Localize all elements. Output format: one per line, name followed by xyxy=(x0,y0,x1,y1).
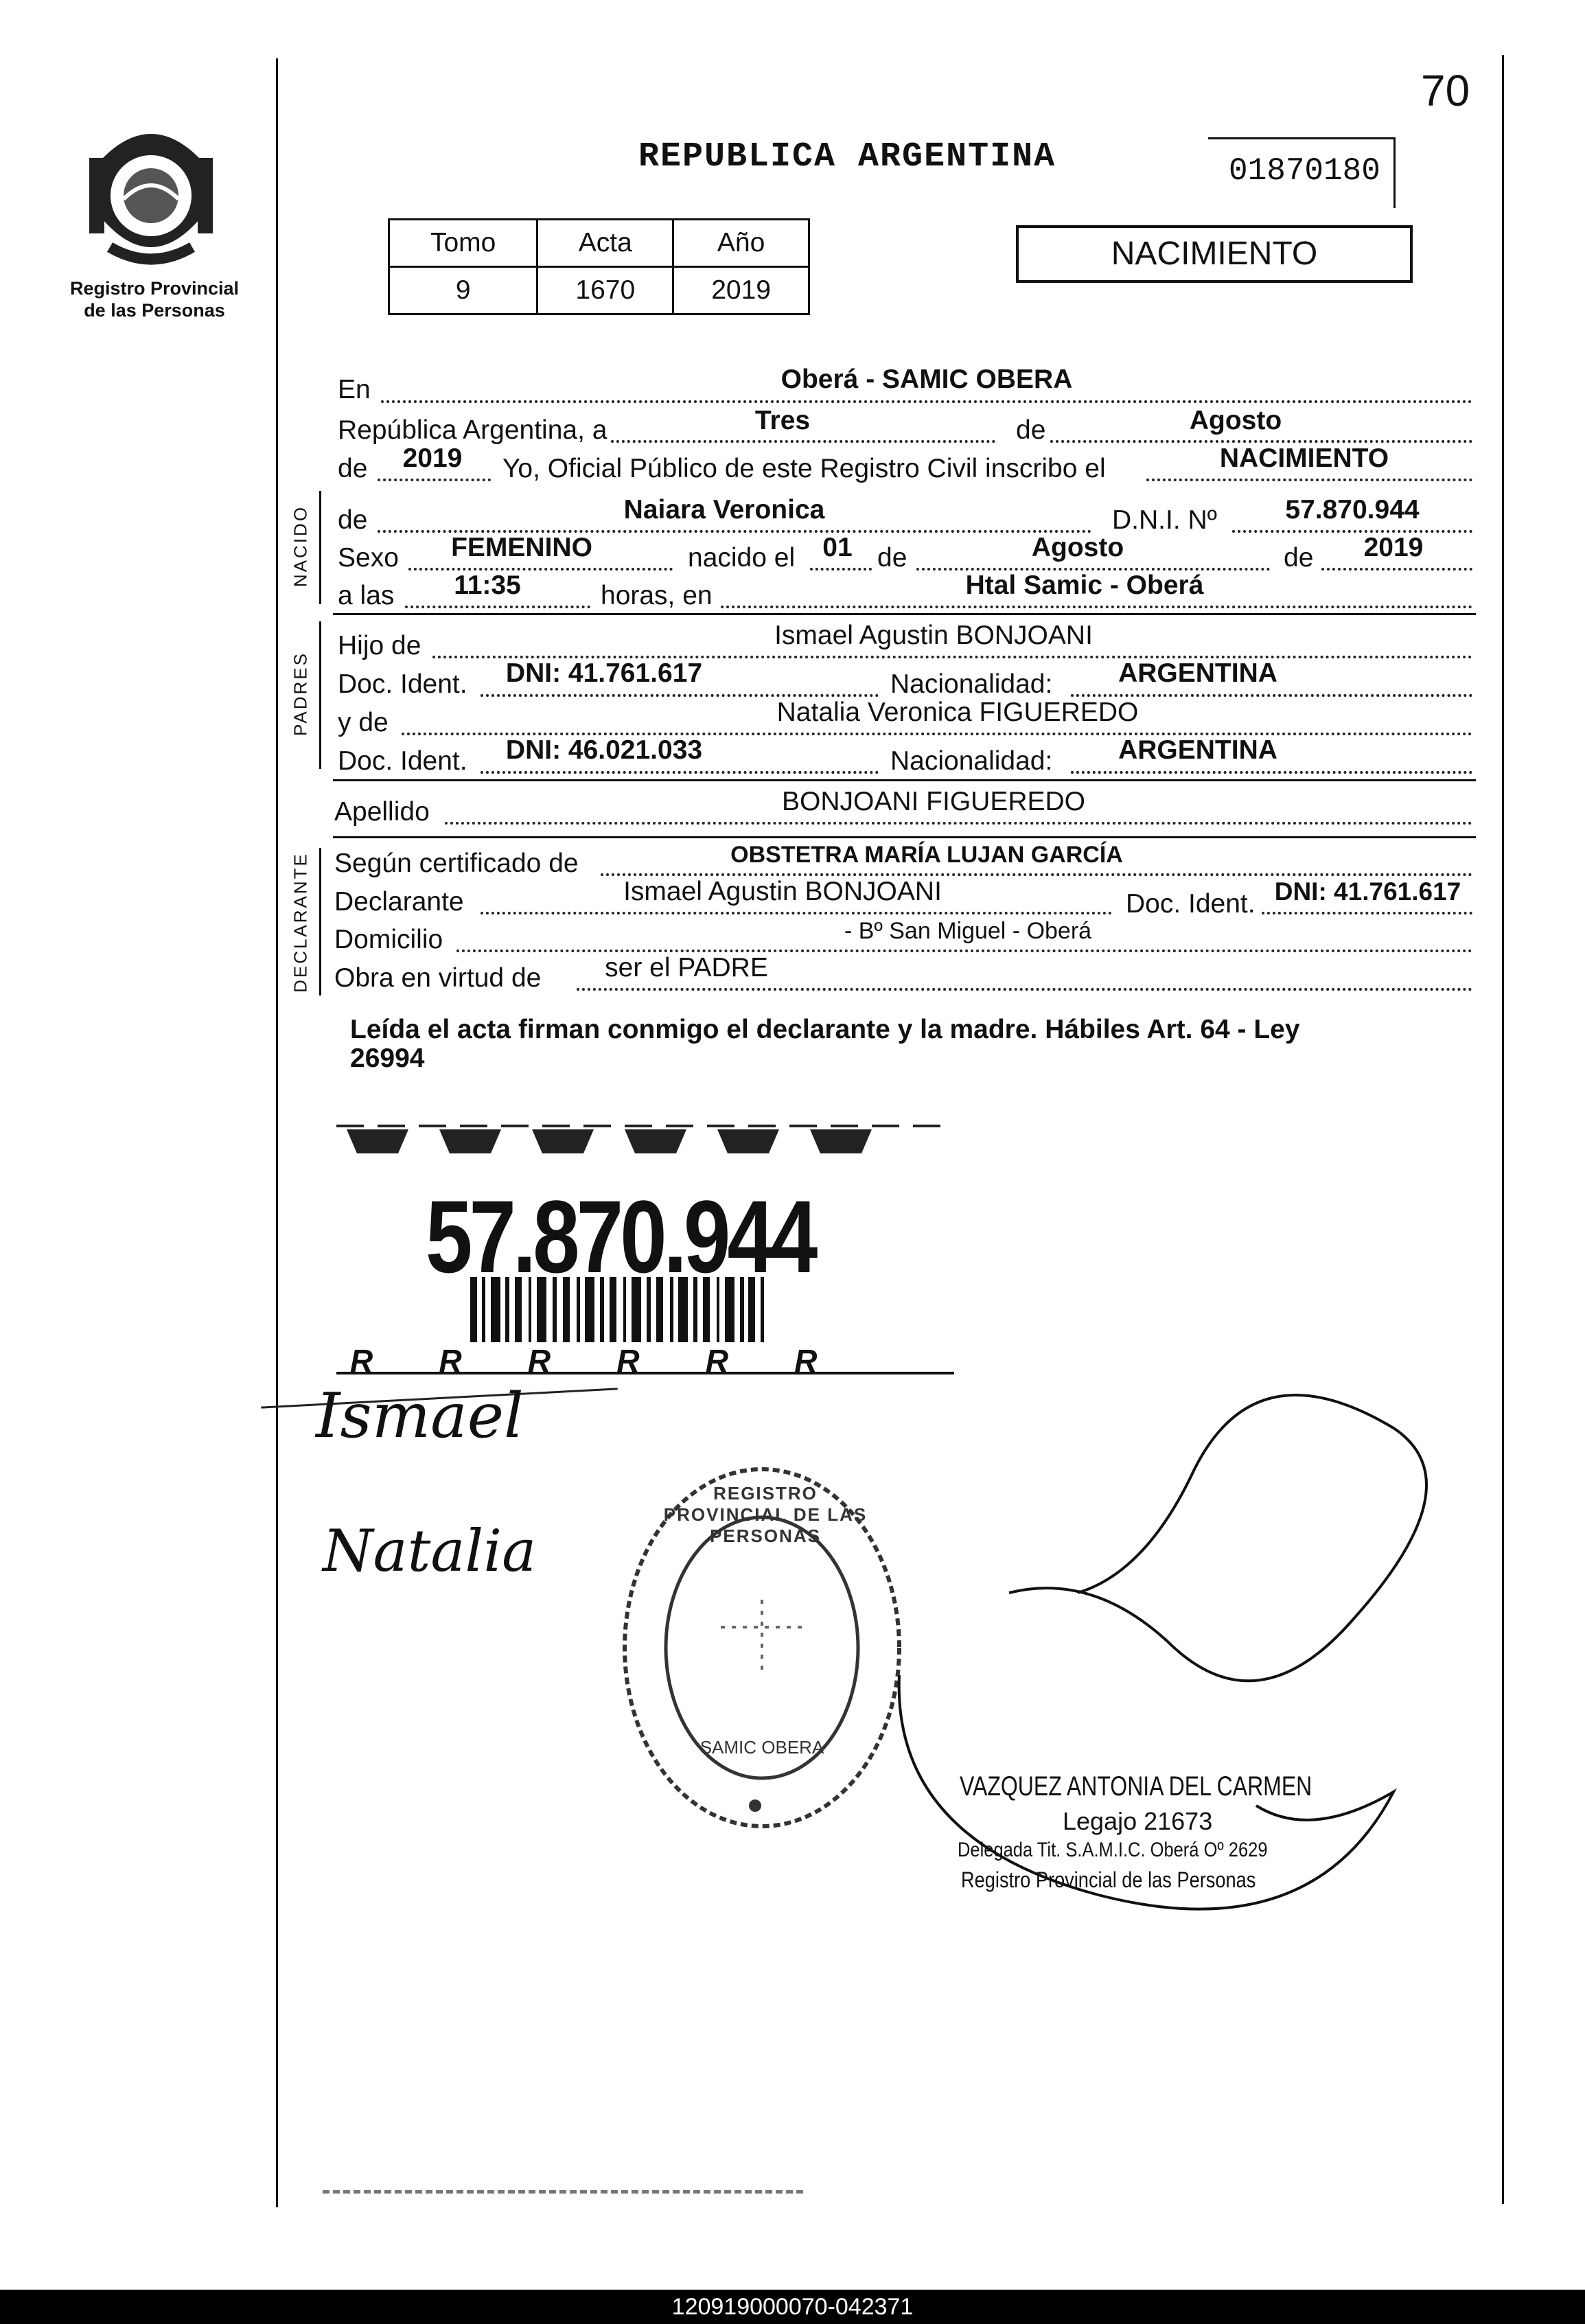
right-margin-line xyxy=(1502,55,1504,2204)
apellido-divider xyxy=(333,836,1476,838)
mother-name-value: Natalia Veronica FIGUEREDO xyxy=(776,698,1139,727)
padres-divider xyxy=(333,779,1476,781)
declarant-signature: Ismael xyxy=(316,1380,524,1452)
nacido-section-bar xyxy=(319,491,321,604)
act-type-dots xyxy=(1146,479,1472,481)
father-name-value: Ismael Agustin BONJOANI xyxy=(774,621,1093,650)
page-number: 70 xyxy=(1421,66,1470,115)
logo-caption-line1: Registro Provincial xyxy=(69,278,240,299)
register-value-ano: 2019 xyxy=(673,267,809,314)
record-type-label: NACIMIENTO xyxy=(1111,235,1318,272)
stamp-lower-text: SAMIC OBERA xyxy=(699,1737,824,1758)
declarante-section-bar xyxy=(319,848,321,996)
logo-caption-line2: de las Personas xyxy=(84,300,225,321)
segun-label: Según certificado de xyxy=(334,849,579,878)
register-header-acta: Acta xyxy=(537,220,673,267)
nacionalidad-label-1: Nacionalidad: xyxy=(890,669,1053,699)
bottom-faint-marks xyxy=(323,2190,803,2194)
serial-number: 01870180 xyxy=(1229,153,1380,189)
de-label-3: de xyxy=(877,543,907,573)
obra-dots xyxy=(577,988,1472,991)
address-value: - Bº San Miguel - Oberá xyxy=(844,918,1092,944)
sticker-mark-6: R xyxy=(794,1343,818,1379)
birth-month-value: Agosto xyxy=(1031,533,1124,562)
republica-dots-1 xyxy=(611,440,995,443)
birth-year-dots xyxy=(1321,568,1472,571)
country-title: REPUBLICA ARGENTINA xyxy=(638,137,1056,176)
mother-nat-value: ARGENTINA xyxy=(1118,735,1277,765)
sticker-mark-3: R xyxy=(527,1343,551,1379)
sticker-number: 57.870.944 xyxy=(426,1179,815,1294)
register-table-values xyxy=(389,267,809,314)
birth-time-value: 11:35 xyxy=(454,571,521,600)
birth-year-value: 2019 xyxy=(1363,533,1424,562)
sticker-pattern-row xyxy=(350,1342,954,1379)
register-header-ano: Año xyxy=(673,220,809,267)
province-logo xyxy=(82,117,220,275)
place-value: Oberá - SAMIC OBERA xyxy=(780,365,1073,394)
declarant-doc-dots xyxy=(1262,912,1472,914)
declarant-doc-value: DNI: 41.761.617 xyxy=(1274,877,1461,906)
certificate-value: OBSTETRA MARÍA LUJAN GARCÍA xyxy=(730,842,1123,868)
footer-note-line1: Leída el acta firman conmigo el declarante y la madre. Hábiles Art. 64 - Ley xyxy=(350,1015,1300,1044)
child-name-value: Naiara Veronica xyxy=(623,495,825,525)
hijo-label: Hijo de xyxy=(338,631,421,660)
declarant-value: Ismael Agustin BONJOANI xyxy=(623,877,942,906)
register-value-acta: 1670 xyxy=(537,267,673,314)
province-seal-icon xyxy=(82,117,220,275)
obra-value: ser el PADRE xyxy=(605,953,768,982)
doc-label-3: Doc. Ident. xyxy=(1126,889,1256,919)
officer-office: Registro Provincial de las Personas xyxy=(961,1867,1256,1892)
sticker-mark-2: R xyxy=(439,1343,462,1379)
mother-doc-value: DNI: 46.021.033 xyxy=(505,735,703,765)
footer-code: 120919000070-042371 xyxy=(671,2294,914,2320)
en-label: En xyxy=(338,375,371,404)
officer-name: VAZQUEZ ANTONIA DEL CARMEN xyxy=(960,1771,1312,1802)
surname-dots xyxy=(445,822,1472,825)
left-margin-line xyxy=(276,58,278,2207)
day-word-value: Tres xyxy=(754,406,811,435)
birth-time-dots xyxy=(405,606,590,608)
footer-bar xyxy=(0,2290,1585,2324)
child-dni-value: 57.870.944 xyxy=(1285,495,1420,525)
sex-value: FEMENINO xyxy=(451,533,592,562)
child-de-label: de xyxy=(338,505,368,535)
month-value: Agosto xyxy=(1189,406,1282,435)
horas-label: horas, en xyxy=(601,581,713,610)
dni-sticker xyxy=(336,1112,954,1387)
year-value: 2019 xyxy=(402,444,463,473)
sticker-mark-5: R xyxy=(705,1343,729,1379)
declarant-dots xyxy=(481,912,1112,914)
padres-section-label: PADRES xyxy=(290,652,311,736)
apellido-label: Apellido xyxy=(334,797,430,827)
nacionalidad-label-2: Nacionalidad: xyxy=(890,746,1053,776)
birth-day-dots xyxy=(810,568,872,571)
register-value-tomo: 9 xyxy=(389,267,537,314)
mother-doc-dots xyxy=(481,771,879,774)
father-doc-value: DNI: 41.761.617 xyxy=(505,658,703,688)
father-nat-value: ARGENTINA xyxy=(1118,658,1277,688)
padres-section-bar xyxy=(319,621,321,769)
sticker-mark-4: R xyxy=(616,1343,640,1379)
nacido-divider xyxy=(333,613,1476,615)
footer-note-line2: 26994 xyxy=(350,1044,425,1073)
republica-label: República Argentina, a xyxy=(338,415,608,445)
declarante-section-label: DECLARANTE xyxy=(290,852,311,993)
doc-label-1: Doc. Ident. xyxy=(338,669,467,699)
birth-day-value: 01 xyxy=(822,533,853,562)
surname-value: BONJOANI FIGUEREDO xyxy=(781,787,1086,816)
dni-label: D.N.I. Nº xyxy=(1112,505,1217,535)
record-type-box xyxy=(1016,225,1413,283)
register-table-header xyxy=(389,220,809,267)
sticker-mark-1: R xyxy=(350,1343,373,1379)
de-label-4: de xyxy=(1284,543,1314,573)
officer-role: Delegada Tit. S.A.M.I.C. Oberá Oº 2629 xyxy=(958,1839,1268,1861)
doc-label-2: Doc. Ident. xyxy=(338,746,467,776)
de-label-2: de xyxy=(338,454,368,483)
register-header-tomo: Tomo xyxy=(389,220,537,267)
officer-legajo: Legajo 21673 xyxy=(1063,1807,1213,1835)
sexo-label: Sexo xyxy=(338,543,399,573)
nacido-el-label: nacido el xyxy=(688,543,796,573)
y-de-label: y de xyxy=(338,708,389,737)
en-dots xyxy=(381,400,1472,403)
serial-box xyxy=(1208,137,1396,208)
official-stamp xyxy=(618,1462,906,1833)
year-dots xyxy=(378,479,491,481)
stamp-ring-text: REGISTRO PROVINCIAL DE LAS PERSONAS xyxy=(663,1483,868,1546)
declarante-label: Declarante xyxy=(334,887,464,917)
birth-place-dots xyxy=(721,606,1472,608)
mother-nat-dots xyxy=(1071,771,1472,774)
yo-text: Yo, Oficial Público de este Registro Civil inscribo el xyxy=(502,454,1106,483)
domicilio-label: Domicilio xyxy=(334,925,443,954)
mother-signature: Natalia xyxy=(323,1517,537,1585)
obra-label: Obra en virtud de xyxy=(334,963,542,993)
act-type-value: NACIMIENTO xyxy=(1219,444,1389,473)
birth-place-value: Htal Samic - Oberá xyxy=(965,571,1204,600)
nacido-section-label: NACIDO xyxy=(290,505,311,588)
register-table xyxy=(388,218,810,315)
de-label-1: de xyxy=(1016,415,1046,445)
a-las-label: a las xyxy=(338,581,395,610)
